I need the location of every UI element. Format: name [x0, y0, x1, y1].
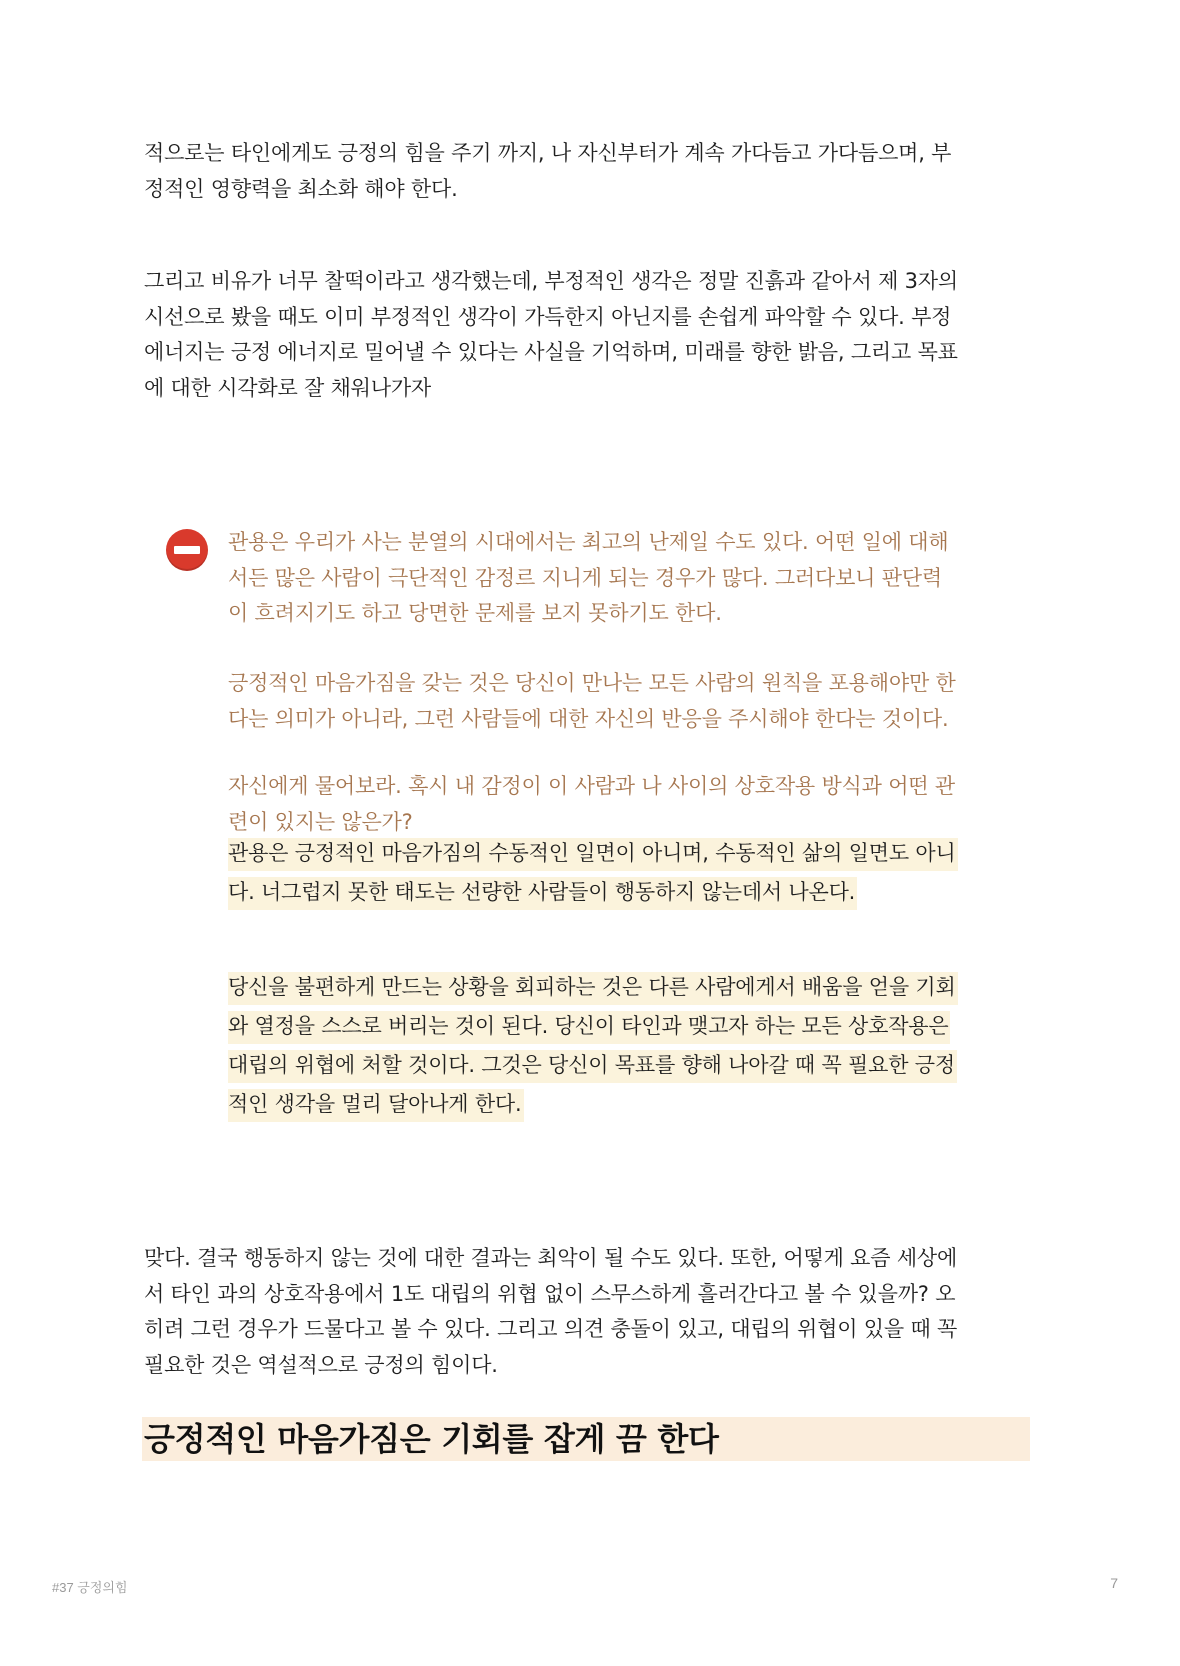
paragraph-3 [144, 1241, 1044, 1383]
text-line: 적으로는 타인에게도 긍정의 힘을 주기 까지, 나 자신부터가 계속 가다듬고 가다듬으며, 부 [144, 141, 952, 165]
highlighted-line: 당신을 불편하게 만드는 상황을 회피하는 것은 다른 사람에게서 배움을 얻을 기회 [228, 972, 958, 1005]
text-line: 필요한 것은 역설적으로 긍정의 힘이다. [144, 1352, 498, 1377]
section-heading: 긍정적인 마음가짐은 기회를 잡게 끔 한다 [144, 1420, 719, 1458]
highlighted-line: 적인 생각을 멀리 달아나게 한다. [228, 1089, 524, 1122]
text-line: 다는 의미가 아니라, 그런 사람들에 대한 자신의 반응을 주시해야 한다는 것이다. [228, 706, 949, 731]
highlighted-line: 관용은 긍정적인 마음가짐의 수동적인 일면이 아니며, 수동적인 삶의 일면도 아니 [228, 838, 958, 871]
text-line: 그리고 비유가 너무 찰떡이라고 생각했는데, 부정적인 생각은 정말 진흙과 같아서 제 3자의 [144, 269, 958, 293]
quote-paragraph-2 [228, 666, 1048, 737]
highlighted-line: 대립의 위협에 처할 것이다. 그것은 당신이 목표를 향해 나아갈 때 꼭 필요한 긍정 [228, 1050, 957, 1083]
paragraph-1 [144, 136, 1044, 207]
text-line: 이 흐려지기도 하고 당면한 문제를 보지 못하기도 한다. [228, 601, 722, 625]
text-line: 자신에게 물어보라. 혹시 내 감정이 이 사람과 나 사이의 상호작용 방식과 어떤 관 [228, 774, 955, 798]
text-line: 정적인 영향력을 최소화 해야 한다. [144, 176, 458, 201]
highlight-paragraph-1 [228, 835, 1048, 913]
highlighted-line: 다. 너그럽지 못한 태도는 선량한 사람들이 행동하지 않는데서 나온다. [228, 877, 857, 910]
text-line: 에너지는 긍정 에너지로 밀어낼 수 있다는 사실을 기억하며, 미래를 향한 밝음, 그리고 목표 [144, 340, 958, 364]
footer-title: #37 긍정의힘 [52, 1580, 128, 1595]
text-line: 서 타인 과의 상호작용에서 1도 대립의 위협 없이 스무스하게 흘러간다고 볼 수 있을까? 오 [144, 1281, 956, 1306]
highlighted-line: 와 열정을 스스로 버리는 것이 된다. 당신이 타인과 맺고자 하는 모든 상호작용은 [228, 1011, 950, 1044]
text-line: 에 대한 시각화로 잘 채워나가자 [144, 375, 432, 400]
highlight-paragraph-2 [228, 969, 1048, 1125]
text-line: 히려 그런 경우가 드물다고 볼 수 있다. 그리고 의견 충돌이 있고, 대립의 위협이 있을 때 꼭 [144, 1317, 958, 1341]
page-number: 7 [1110, 1575, 1118, 1591]
text-line: 시선으로 봤을 때도 이미 부정적인 생각이 가득한지 아닌지를 손쉽게 파악할 수 있다. 부정 [144, 304, 952, 329]
text-line: 긍정적인 마음가짐을 갖는 것은 당신이 만나는 모든 사람의 원칙을 포용해야만 한 [228, 671, 956, 695]
paragraph-2 [144, 264, 1044, 406]
text-line: 관용은 우리가 사는 분열의 시대에서는 최고의 난제일 수도 있다. 어떤 일에 대해 [228, 530, 949, 554]
text-line: 련이 있지는 않은가? [228, 809, 413, 834]
quote-paragraph-1 [228, 525, 1048, 632]
text-line: 서든 많은 사람이 극단적인 감정르 지니게 되는 경우가 많다. 그러다보니 판단력 [228, 565, 942, 590]
no-entry-icon [166, 529, 208, 571]
quote-paragraph-3 [228, 769, 1048, 840]
text-line: 맞다. 결국 행동하지 않는 것에 대한 결과는 최악이 될 수도 있다. 또한, 어떻게 요즘 세상에 [144, 1246, 958, 1270]
